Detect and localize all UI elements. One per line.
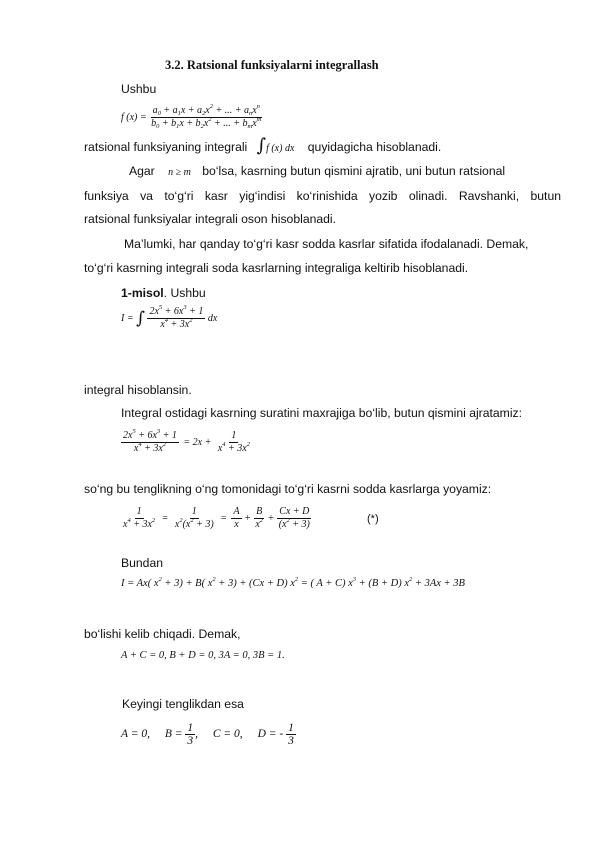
formula-f-fraction xyxy=(149,105,263,130)
formula-system: A + C = 0, B + D = 0, 3A = 0, 3B = 1. xyxy=(121,650,285,661)
section-title: 3.2. Ratsional funksiyalarni integrallash xyxy=(165,58,379,72)
paragraph-agar-line2: funksiya va to‘g‘ri kasr yig‘indisi ko‘rinishida yozib olinadi. Ravshanki, butun xyxy=(84,189,561,203)
formula-partial: $\frac{1}{x^4 + 3x^2}$ = $\frac{1}{x^2(x^2 + 3)}$ = $\frac{A}{x}$ + $\frac{B}{x^2}$ + $\frac{Cx + D}{(x^2 + 3)}$ xyxy=(123,506,310,530)
formula-partial-A: $\frac{A}{x}$ xyxy=(233,506,240,530)
result-B-fraction: $\frac{1}{3}$ xyxy=(187,722,194,747)
formula-partial-mid-num: 1 xyxy=(191,506,197,517)
equation-tag: (*) xyxy=(367,513,379,525)
formula-I-numerator: $2x^5 + 6x^3 + 1$ xyxy=(149,304,204,317)
formula-partial-left xyxy=(121,506,157,531)
formula-partial-left-den: $x^4 + 3x^2$ xyxy=(123,517,156,530)
formula-division-remainder-den: $x^4 + 3x^2$ xyxy=(217,441,250,454)
inline-integral: ∫f (x) dx xyxy=(256,135,295,156)
paragraph-malumki-line1: Ma’lumki, har qanday to‘g‘ri kasr sodda kasrlar sifatida ifodalanadi. Demak, xyxy=(124,237,529,251)
formula-f-lhs: f (x) = xyxy=(121,111,147,123)
paragraph-songgi: so‘ng bu tenglikning o‘ng tomonidagi to‘g‘ri kasrni sodda kasrlarga yoyamiz: xyxy=(84,482,492,496)
example-label-rest: . Ushbu xyxy=(163,286,206,300)
formula-partial-left-num: 1 xyxy=(136,506,142,517)
formula-I-denominator: $x^4 + 3x^2$ xyxy=(160,317,193,330)
agar-line1-rest: bo‘lsa, kasrning butun qismini ajratib, uni butun ratsional xyxy=(202,164,506,178)
formula-I-fraction xyxy=(147,306,205,331)
example-label: 1-misol xyxy=(121,286,164,300)
formula-partial-CD-den: $(x^2 + 3)$ xyxy=(278,517,310,530)
formula-f-numerator: $a_0 + a_1x + a_2x^2$ + ... + $a_nx^n$ xyxy=(152,103,260,117)
formula-division-remainder xyxy=(216,430,252,455)
formula-expand: I = Ax( $x^2 + 3) + B$( $x^2 + 3) + (Cx + D)$ $x^2$ = ( A + C) $x^3 + (B + D) x^2 + 3Ax + 3B$ xyxy=(121,576,465,589)
formula-division-fraction xyxy=(121,430,179,455)
formula-partial-mid xyxy=(173,506,216,531)
formula-division xyxy=(121,430,252,455)
formula-division-denominator: $x^4 + 3x^2$ xyxy=(133,441,167,454)
formula-partial-CD: $\frac{Cx + D}{(x^2 + 3)}$ xyxy=(278,506,310,530)
paragraph-ratsional-start: ratsional funksiyaning integrali xyxy=(84,140,248,154)
result-A: A = 0, xyxy=(121,728,150,741)
formula-f-denominator: $b_0 + b_1x + b_2x^2$ + ... + $b_mx^m$ xyxy=(151,116,262,130)
paragraph-keyingi: Keyingi tenglikdan esa xyxy=(122,697,244,711)
result-D-lhs: D = - xyxy=(257,728,284,741)
result-B-lhs: B = xyxy=(164,728,183,741)
formula-I-lhs: I = xyxy=(121,312,134,324)
paragraph-ratsional-end: quyidagicha hisoblanadi. xyxy=(307,140,442,154)
formula-division-numerator: $2x^5 + 6x^3 + 1$ xyxy=(123,428,177,441)
paragraph-ratsional xyxy=(84,135,442,156)
paragraph-kelib: bo‘lishi kelib chiqadi. Demak, xyxy=(84,627,241,641)
example-heading xyxy=(121,286,206,301)
paragraph-agar-line1 xyxy=(129,164,561,180)
result-C: C = 0, xyxy=(212,728,243,741)
paragraph-bundan: Bundan xyxy=(121,556,164,570)
paragraph-agar-line3: ratsional funksiyalar integrali oson hisoblanadi. xyxy=(84,212,337,226)
formula-partial-B-den: $x^2$ xyxy=(255,517,264,530)
paragraph-ostidagi: Integral ostidagi kasrning suratini maxrajiga bo‘lib, butun qismini ajratamiz: xyxy=(121,406,523,420)
formula-result: A = 0, B = $\frac{1}{3}$ , C = 0, D = - $\frac{1}{3}$ xyxy=(121,722,294,747)
formula-partial-mid-den: $x^2(x^2 + 3)$ xyxy=(174,517,214,530)
formula-partial-B: $\frac{B}{x^2}$ xyxy=(255,506,264,530)
agar-word: Agar xyxy=(129,164,155,178)
result-D-fraction: $\frac{1}{3}$ xyxy=(288,722,294,747)
formula-f xyxy=(121,105,263,130)
paragraph-ushbu: Ushbu xyxy=(121,82,157,96)
paragraph-malumki-line2: to‘g‘ri kasrning integrali soda kasrlarning integraliga keltirib hisoblanadi. xyxy=(84,261,469,275)
formula-I: I = ∫ $\frac{2x^5 + 6x^3 + 1}{x^4 + 3x^2}$ dx xyxy=(121,304,218,330)
formula-division-eq: = 2x + xyxy=(183,436,212,448)
formula-division-remainder-num: 1 xyxy=(231,430,237,441)
paragraph-hisoblansin: integral hisoblansin. xyxy=(84,383,192,397)
agar-condition: n ≥ m xyxy=(168,167,191,178)
formula-I-dx: dx xyxy=(207,312,218,324)
